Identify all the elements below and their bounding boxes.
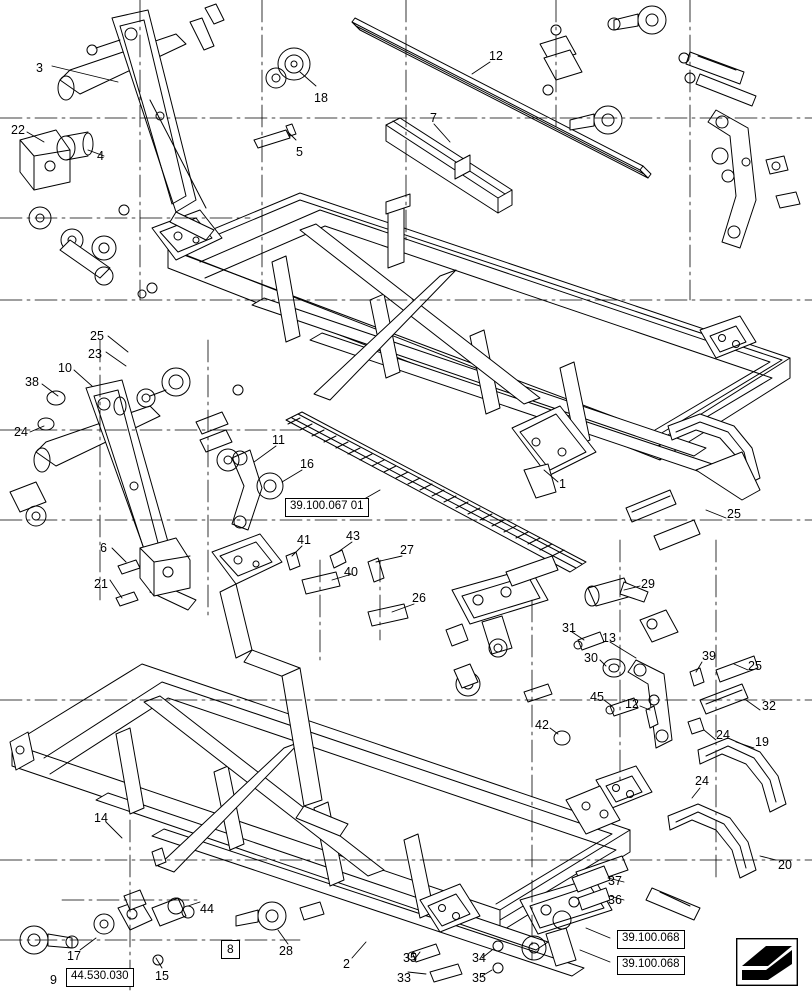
callout-25-mid: 25 [727,507,741,521]
callout-21: 21 [94,577,108,591]
callout-40: 40 [344,565,358,579]
callout-1: 1 [559,477,566,491]
callout-26: 26 [412,591,426,605]
part-hose-32 [688,684,748,734]
reference-39-100-068-a[interactable]: 39.100.068 [617,930,685,949]
callout-35-lower: 35 [472,971,486,985]
callout-11: 11 [272,433,285,447]
callout-38: 38 [25,375,39,389]
part-hub-28 [236,902,324,930]
part-pulley-18 [266,48,310,88]
part-link-right-top [708,110,800,248]
part-hose-20 [668,804,756,878]
callout-16: 16 [300,457,314,471]
callout-24-mid: 24 [716,728,730,742]
reference-39-100-068-b[interactable]: 39.100.068 [617,956,685,975]
callout-36: 36 [608,893,622,907]
arrow-block-icon [736,938,798,986]
callout-22: 22 [11,123,25,137]
callout-25-left: 25 [90,329,104,343]
callout-29: 29 [641,577,655,591]
callout-12-top: 12 [489,49,503,63]
callout-20: 20 [778,858,792,872]
callout-25-right: 25 [748,659,762,673]
part-fitting-29 [585,578,648,606]
callout-45: 45 [590,690,604,704]
callout-43: 43 [346,529,360,543]
part-top-rail-12 [352,18,651,178]
callout-18: 18 [314,91,328,105]
reference-39-100-067-01[interactable]: 39.100.067 01 [285,498,369,517]
part-discs-left [29,207,116,285]
part-hardware-41-43-40 [286,550,408,626]
part-swing-arm-3 [58,10,214,240]
callout-24-low: 24 [695,774,709,788]
part-bolt-31 [574,632,604,650]
part-bracket-22 [20,130,70,190]
callout-27: 27 [400,543,414,557]
callout-37: 37 [608,874,622,888]
callout-19: 19 [755,735,769,749]
callout-44: 44 [200,902,214,916]
callout-24-left: 24 [14,425,28,439]
callout-39: 39 [702,649,716,663]
callout-2: 2 [343,957,350,971]
callout-35-upper: 35 [403,951,417,965]
callout-31: 31 [562,621,576,635]
callout-12-bottom: 12 [625,697,639,711]
callout-23: 23 [88,347,102,361]
callout-32: 32 [762,699,776,713]
callout-17: 17 [67,949,81,963]
callout-30: 30 [584,651,598,665]
boxed-callout-8: 8 [221,940,240,959]
callout-42: 42 [535,718,549,732]
part-hydraulic-block-upper [446,556,558,696]
part-washer-38-24 [38,391,65,430]
callout-7: 7 [430,111,437,125]
callout-41: 41 [297,533,311,547]
callout-3: 3 [36,61,43,75]
callout-10: 10 [58,361,72,375]
callout-6: 6 [100,541,107,555]
callout-33: 33 [397,971,411,985]
part-washer-30 [603,659,625,677]
part-pin-5 [254,124,296,148]
callout-5: 5 [296,145,303,159]
callout-34: 34 [472,951,486,965]
part-link-13 [628,610,678,748]
callout-9: 9 [50,973,57,987]
callout-15: 15 [155,969,169,983]
callout-13: 13 [602,631,616,645]
reference-44-530-030[interactable]: 44.530.030 [66,968,134,987]
callout-4: 4 [97,149,104,163]
callout-14: 14 [94,811,108,825]
callout-28: 28 [279,944,293,958]
